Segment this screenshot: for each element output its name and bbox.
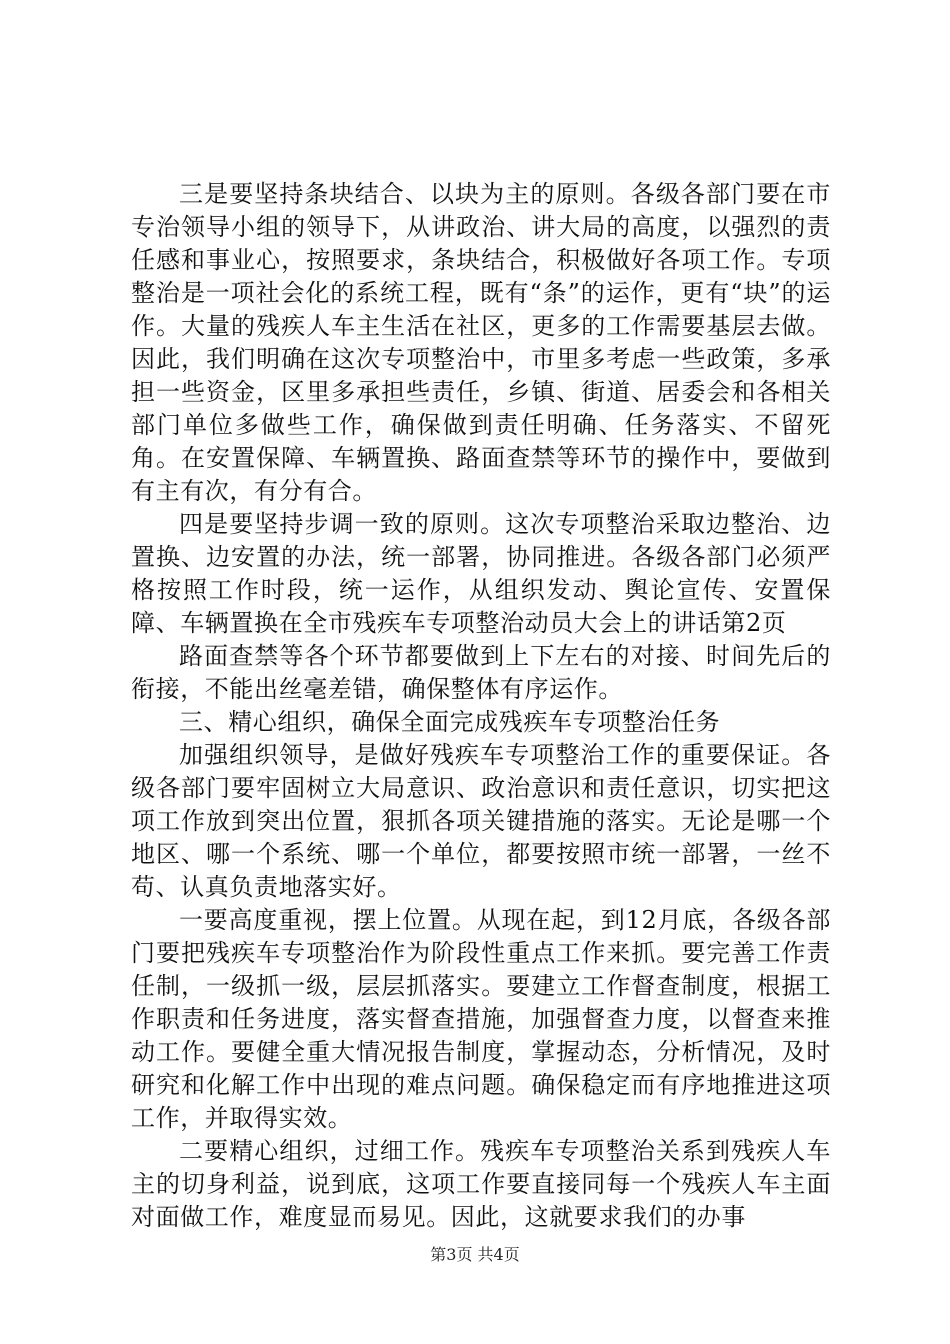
section-heading-three: 三、精心组织，确保全面完成残疾车专项整治任务 [179, 708, 721, 736]
paragraph-point-two: 二要精心组织，过细工作。残疾车专项整治关系到残疾人车主的切身利益，说到底，这项工作要直接同每一个残疾人车主面对面做工作，难度显而易见。因此，这就要求我们的办事 [131, 1137, 831, 1231]
paragraph-continuation: 路面查禁等各个环节都要做到上下左右的对接、时间先后的衔接，不能出丝毫差错，确保整体有序运作。 [131, 642, 831, 703]
paragraph-point-one: 一要高度重视，摆上位置。从现在起，到12月底，各级各部门要把残疾车专项整治作为阶段性重点工作来抓。要完善工作责任制，一级抓一级，层层抓落实。要建立工作督查制度，根据工作职责和任务进度，落实督查措施，加强督查力度，以督查来推动工作。要健全重大情况报告制度，掌握动态，分析情况，及时研究和化解工作中出现的难点问题。确保稳定而有序地推进这项工作，并取得实效。 [131, 906, 831, 1132]
document-body [131, 178, 831, 1234]
paragraph-principle-three: 三是要坚持条块结合、以块为主的原则。各级各部门要在市专治领导小组的领导下，从讲政治、讲大局的高度，以强烈的责任感和事业心，按照要求，条块结合，积极做好各项工作。专项整治是一项社会化的系统工程，既有“条”的运作，更有“块”的运作。大量的残疾人车主生活在社区，更多的工作需要基层去做。因此，我们明确在这次专项整治中，市里多考虑一些政策，多承担一些资金，区里多承担些责任，乡镇、街道、居委会和各相关部门单位多做些工作，确保做到责任明确、任务落实、不留死角。在安置保障、车辆置换、路面查禁等环节的操作中，要做到有主有次，有分有合。 [131, 180, 831, 505]
page-footer: 第3页 共4页 [430, 1245, 520, 1264]
paragraph-organization-leadership: 加强组织领导，是做好残疾车专项整治工作的重要保证。各级各部门要牢固树立大局意识、政治意识和责任意识，切实把这项工作放到突出位置，狠抓各项关键措施的落实。无论是哪一个地区、哪一个系统、哪一个单位，都要按照市统一部署，一丝不苟、认真负责地落实好。 [131, 741, 831, 901]
paragraph-principle-four: 四是要坚持步调一致的原则。这次专项整治采取边整治、边置换、边安置的办法，统一部署，协同推进。各级各部门必须严格按照工作时段，统一运作，从组织发动、舆论宣传、安置保障、车辆置换在全市残疾车专项整治动员大会上的讲话第2页 [131, 510, 831, 637]
